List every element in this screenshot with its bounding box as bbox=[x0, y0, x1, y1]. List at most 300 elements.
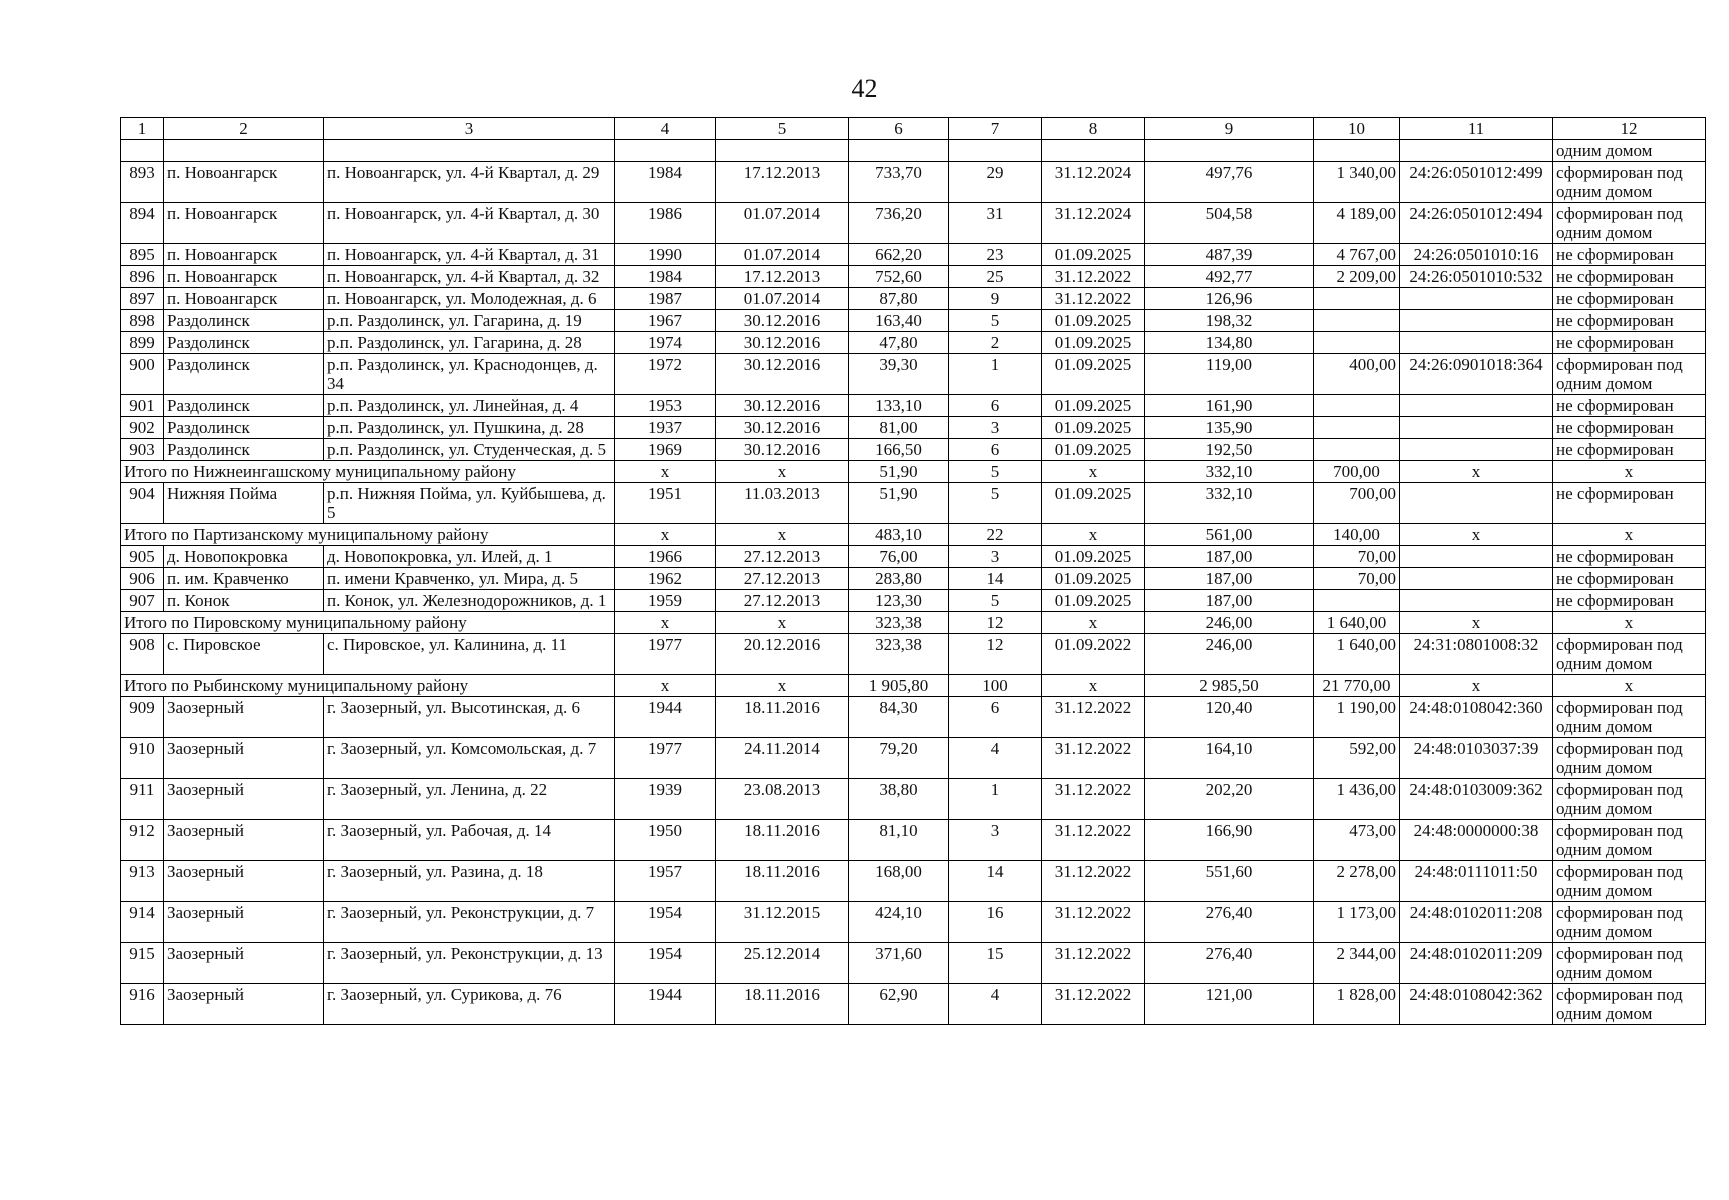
table-cell: 902 bbox=[121, 417, 164, 439]
table-row bbox=[121, 266, 1706, 288]
table-cell: р.п. Раздолинск, ул. Гагарина, д. 28 bbox=[324, 332, 615, 354]
table-cell bbox=[1314, 332, 1400, 354]
table-row bbox=[121, 568, 1706, 590]
header-cell: 1 bbox=[121, 118, 164, 140]
table-cell: д. Новопокровка bbox=[164, 546, 324, 568]
table-cell: 161,90 bbox=[1145, 395, 1314, 417]
table-cell: 01.09.2025 bbox=[1042, 332, 1145, 354]
table-cell: р.п. Раздолинск, ул. Линейная, д. 4 bbox=[324, 395, 615, 417]
table-cell: 752,60 bbox=[849, 266, 949, 288]
subtotal-cell: 1 640,00 bbox=[1314, 612, 1400, 634]
table-cell: 904 bbox=[121, 483, 164, 524]
table-cell: 01.09.2025 bbox=[1042, 590, 1145, 612]
table-cell: 87,80 bbox=[849, 288, 949, 310]
table-cell: 1953 bbox=[615, 395, 716, 417]
table-cell: 29 bbox=[949, 162, 1042, 203]
subtotal-cell: x bbox=[1400, 524, 1553, 546]
table-cell: 1944 bbox=[615, 984, 716, 1025]
table-cell bbox=[1400, 439, 1553, 461]
table-cell: 2 344,00 bbox=[1314, 943, 1400, 984]
table-cell: 70,00 bbox=[1314, 568, 1400, 590]
header-row bbox=[121, 118, 1706, 140]
table-cell: 01.09.2025 bbox=[1042, 310, 1145, 332]
subtotal-row bbox=[121, 524, 1706, 546]
table-cell: 1986 bbox=[615, 203, 716, 244]
table-cell: 910 bbox=[121, 738, 164, 779]
table-cell: 123,30 bbox=[849, 590, 949, 612]
table-cell: 736,20 bbox=[849, 203, 949, 244]
table-cell: 187,00 bbox=[1145, 546, 1314, 568]
table-cell: п. Новоангарск, ул. 4-й Квартал, д. 32 bbox=[324, 266, 615, 288]
table-cell: 894 bbox=[121, 203, 164, 244]
table-cell: 424,10 bbox=[849, 902, 949, 943]
table-cell: 276,40 bbox=[1145, 943, 1314, 984]
table-cell: 30.12.2016 bbox=[716, 395, 849, 417]
table-cell: Раздолинск bbox=[164, 310, 324, 332]
table-cell: 1954 bbox=[615, 902, 716, 943]
table-cell: 18.11.2016 bbox=[716, 861, 849, 902]
subtotal-cell: x bbox=[1553, 461, 1706, 483]
table-cell: 5 bbox=[949, 483, 1042, 524]
subtotal-cell: 332,10 bbox=[1145, 461, 1314, 483]
table-cell: 1990 bbox=[615, 244, 716, 266]
table-cell: 6 bbox=[949, 697, 1042, 738]
table-cell: п. Новоангарск, ул. 4-й Квартал, д. 31 bbox=[324, 244, 615, 266]
table-cell: Заозерный bbox=[164, 697, 324, 738]
table-cell: 283,80 bbox=[849, 568, 949, 590]
table-cell bbox=[1400, 395, 1553, 417]
table-row bbox=[121, 902, 1706, 943]
table-cell: п. им. Кравченко bbox=[164, 568, 324, 590]
table-cell: 27.12.2013 bbox=[716, 568, 849, 590]
table-cell bbox=[1400, 590, 1553, 612]
table-cell: г. Заозерный, ул. Комсомольская, д. 7 bbox=[324, 738, 615, 779]
table-cell: 31.12.2022 bbox=[1042, 984, 1145, 1025]
table-cell: 1 640,00 bbox=[1314, 634, 1400, 675]
table-cell bbox=[1400, 546, 1553, 568]
table-cell: 01.07.2014 bbox=[716, 244, 849, 266]
subtotal-cell: x bbox=[716, 524, 849, 546]
table-cell: 24:48:0102011:208 bbox=[1400, 902, 1553, 943]
header-cell: 10 bbox=[1314, 118, 1400, 140]
table-cell: 1939 bbox=[615, 779, 716, 820]
subtotal-label: Итого по Партизанскому муниципальному району bbox=[121, 524, 615, 546]
table-cell: Раздолинск bbox=[164, 439, 324, 461]
table-cell bbox=[1314, 310, 1400, 332]
table-cell: 1 bbox=[949, 779, 1042, 820]
table-cell: 903 bbox=[121, 439, 164, 461]
table-cell: не сформирован bbox=[1553, 568, 1706, 590]
table-cell: 01.09.2025 bbox=[1042, 546, 1145, 568]
table-cell: 01.09.2025 bbox=[1042, 483, 1145, 524]
table-cell: 01.07.2014 bbox=[716, 203, 849, 244]
subtotal-cell: x bbox=[615, 461, 716, 483]
table-cell: 1 436,00 bbox=[1314, 779, 1400, 820]
table-cell: 135,90 bbox=[1145, 417, 1314, 439]
table-cell: 487,39 bbox=[1145, 244, 1314, 266]
table-cell: 662,20 bbox=[849, 244, 949, 266]
table-cell: сформирован под одним домом bbox=[1553, 943, 1706, 984]
table-cell: 31 bbox=[949, 203, 1042, 244]
table-cell: п. Конок bbox=[164, 590, 324, 612]
subtotal-cell: x bbox=[1042, 461, 1145, 483]
table-cell: 01.09.2025 bbox=[1042, 568, 1145, 590]
table-cell: 166,90 bbox=[1145, 820, 1314, 861]
subtotal-cell: 22 bbox=[949, 524, 1042, 546]
subtotal-cell: x bbox=[1400, 612, 1553, 634]
table-cell: 30.12.2016 bbox=[716, 310, 849, 332]
table-row bbox=[121, 395, 1706, 417]
table-cell: 4 767,00 bbox=[1314, 244, 1400, 266]
table-cell: сформирован под одним домом bbox=[1553, 779, 1706, 820]
table-cell: Заозерный bbox=[164, 861, 324, 902]
table-row bbox=[121, 203, 1706, 244]
table-cell: сформирован под одним домом bbox=[1553, 634, 1706, 675]
table-cell: сформирован под одним домом bbox=[1553, 697, 1706, 738]
subtotal-cell: x bbox=[615, 675, 716, 697]
table-cell: 15 bbox=[949, 943, 1042, 984]
table-cell bbox=[1400, 288, 1553, 310]
subtotal-label: Итого по Пировскому муниципальному району bbox=[121, 612, 615, 634]
table-cell: 31.12.2022 bbox=[1042, 779, 1145, 820]
table-cell: 551,60 bbox=[1145, 861, 1314, 902]
table-cell: п. имени Кравченко, ул. Мира, д. 5 bbox=[324, 568, 615, 590]
table-row bbox=[121, 483, 1706, 524]
table-cell: 31.12.2022 bbox=[1042, 943, 1145, 984]
table-cell: 163,40 bbox=[849, 310, 949, 332]
subtotal-cell: x bbox=[1042, 675, 1145, 697]
table-cell: 01.09.2022 bbox=[1042, 634, 1145, 675]
subtotal-cell: x bbox=[716, 461, 849, 483]
table-cell: 912 bbox=[121, 820, 164, 861]
table-row bbox=[121, 332, 1706, 354]
table-cell: 120,40 bbox=[1145, 697, 1314, 738]
subtotal-cell: 700,00 bbox=[1314, 461, 1400, 483]
table-cell: 4 bbox=[949, 984, 1042, 1025]
table-cell: не сформирован bbox=[1553, 417, 1706, 439]
subtotal-row bbox=[121, 675, 1706, 697]
table-cell: 905 bbox=[121, 546, 164, 568]
table-cell: 1987 bbox=[615, 288, 716, 310]
subtotal-cell: 2 985,50 bbox=[1145, 675, 1314, 697]
table-cell: 79,20 bbox=[849, 738, 949, 779]
table-cell: п. Конок, ул. Железнодорожников, д. 1 bbox=[324, 590, 615, 612]
table-cell: 1951 bbox=[615, 483, 716, 524]
table-row bbox=[121, 943, 1706, 984]
table-cell: 18.11.2016 bbox=[716, 984, 849, 1025]
table-cell: 30.12.2016 bbox=[716, 354, 849, 395]
table-cell: 700,00 bbox=[1314, 483, 1400, 524]
table-cell: 23.08.2013 bbox=[716, 779, 849, 820]
table-cell: 914 bbox=[121, 902, 164, 943]
table-cell: сформирован под одним домом bbox=[1553, 861, 1706, 902]
table-cell: 2 209,00 bbox=[1314, 266, 1400, 288]
table-cell: 24:48:0103009:362 bbox=[1400, 779, 1553, 820]
table-cell: г. Заозерный, ул. Разина, д. 18 bbox=[324, 861, 615, 902]
table-cell: Раздолинск bbox=[164, 395, 324, 417]
table-cell: 3 bbox=[949, 546, 1042, 568]
table-cell: 24:48:0103037:39 bbox=[1400, 738, 1553, 779]
table-cell: Раздолинск bbox=[164, 417, 324, 439]
header-cell: 3 bbox=[324, 118, 615, 140]
table-cell: 898 bbox=[121, 310, 164, 332]
header-cell: 11 bbox=[1400, 118, 1553, 140]
table-cell: 913 bbox=[121, 861, 164, 902]
table-cell: 1969 bbox=[615, 439, 716, 461]
table-cell: сформирован под одним домом bbox=[1553, 354, 1706, 395]
table-cell: 915 bbox=[121, 943, 164, 984]
table-cell: 900 bbox=[121, 354, 164, 395]
table-cell bbox=[121, 140, 164, 162]
table-cell: 16 bbox=[949, 902, 1042, 943]
table-cell: 1966 bbox=[615, 546, 716, 568]
table-cell: 01.09.2025 bbox=[1042, 244, 1145, 266]
table-cell: 5 bbox=[949, 590, 1042, 612]
table-cell: 895 bbox=[121, 244, 164, 266]
subtotal-cell: 561,00 bbox=[1145, 524, 1314, 546]
table-cell: 30.12.2016 bbox=[716, 332, 849, 354]
table-cell: п. Новоангарск, ул. 4-й Квартал, д. 30 bbox=[324, 203, 615, 244]
table-cell: 119,00 bbox=[1145, 354, 1314, 395]
table-row bbox=[121, 634, 1706, 675]
table-cell: 24:48:0102011:209 bbox=[1400, 943, 1553, 984]
header-cell: 4 bbox=[615, 118, 716, 140]
table-cell: 893 bbox=[121, 162, 164, 203]
table-cell: 1950 bbox=[615, 820, 716, 861]
subtotal-cell: x bbox=[1553, 675, 1706, 697]
table-cell: сформирован под одним домом bbox=[1553, 984, 1706, 1025]
table-cell: п. Новоангарск, ул. 4-й Квартал, д. 29 bbox=[324, 162, 615, 203]
table-cell: 24:26:0501012:499 bbox=[1400, 162, 1553, 203]
table-cell bbox=[615, 140, 716, 162]
table-cell: 18.11.2016 bbox=[716, 820, 849, 861]
table-cell: 24:26:0901018:364 bbox=[1400, 354, 1553, 395]
table-row bbox=[121, 697, 1706, 738]
table-cell: 911 bbox=[121, 779, 164, 820]
subtotal-label: Итого по Нижнеингашскому муниципальному району bbox=[121, 461, 615, 483]
table-cell bbox=[1400, 417, 1553, 439]
table-row bbox=[121, 820, 1706, 861]
table-cell: 24:48:0108042:360 bbox=[1400, 697, 1553, 738]
header-cell: 12 bbox=[1553, 118, 1706, 140]
table-cell: п. Новоангарск bbox=[164, 288, 324, 310]
subtotal-cell: 323,38 bbox=[849, 612, 949, 634]
table-cell: 6 bbox=[949, 439, 1042, 461]
table-cell: 908 bbox=[121, 634, 164, 675]
subtotal-cell: x bbox=[1042, 612, 1145, 634]
table-row bbox=[121, 779, 1706, 820]
subtotal-label: Итого по Рыбинскому муниципальному району bbox=[121, 675, 615, 697]
table-cell: 5 bbox=[949, 310, 1042, 332]
table-cell: 24.11.2014 bbox=[716, 738, 849, 779]
table-cell: сформирован под одним домом bbox=[1553, 162, 1706, 203]
table-cell: 24:48:0111011:50 bbox=[1400, 861, 1553, 902]
table-cell: 6 bbox=[949, 395, 1042, 417]
table-cell: 1972 bbox=[615, 354, 716, 395]
table-cell bbox=[1042, 140, 1145, 162]
table-cell: 1 828,00 bbox=[1314, 984, 1400, 1025]
table-cell: одним домом bbox=[1553, 140, 1706, 162]
table-cell: 25.12.2014 bbox=[716, 943, 849, 984]
subtotal-cell: x bbox=[1400, 461, 1553, 483]
table-cell: 76,00 bbox=[849, 546, 949, 568]
subtotal-cell: 246,00 bbox=[1145, 612, 1314, 634]
table-cell: 14 bbox=[949, 861, 1042, 902]
table-cell: 4 bbox=[949, 738, 1042, 779]
table-cell bbox=[1400, 483, 1553, 524]
table-cell: г. Заозерный, ул. Сурикова, д. 76 bbox=[324, 984, 615, 1025]
table-cell: 1957 bbox=[615, 861, 716, 902]
table-cell: 497,76 bbox=[1145, 162, 1314, 203]
subtotal-cell: 100 bbox=[949, 675, 1042, 697]
table-cell: сформирован под одним домом bbox=[1553, 738, 1706, 779]
table-row bbox=[121, 162, 1706, 203]
table-cell: Заозерный bbox=[164, 779, 324, 820]
table-cell: 134,80 bbox=[1145, 332, 1314, 354]
table-cell: 31.12.2022 bbox=[1042, 820, 1145, 861]
table-cell: 906 bbox=[121, 568, 164, 590]
table-cell: 1984 bbox=[615, 162, 716, 203]
subtotal-cell: x bbox=[1553, 524, 1706, 546]
table-cell: 168,00 bbox=[849, 861, 949, 902]
table-row bbox=[121, 288, 1706, 310]
table-cell bbox=[849, 140, 949, 162]
table-row bbox=[121, 984, 1706, 1025]
table-cell: не сформирован bbox=[1553, 395, 1706, 417]
table-cell: г. Заозерный, ул. Реконструкции, д. 7 bbox=[324, 902, 615, 943]
table-cell: 01.09.2025 bbox=[1042, 417, 1145, 439]
table-cell bbox=[1400, 568, 1553, 590]
table-cell: Заозерный bbox=[164, 984, 324, 1025]
table-cell: 592,00 bbox=[1314, 738, 1400, 779]
table-cell: 371,60 bbox=[849, 943, 949, 984]
table-cell: 1967 bbox=[615, 310, 716, 332]
table-cell: 31.12.2015 bbox=[716, 902, 849, 943]
table-cell bbox=[1314, 140, 1400, 162]
table-cell: 1984 bbox=[615, 266, 716, 288]
table-cell: 30.12.2016 bbox=[716, 417, 849, 439]
table-cell: не сформирован bbox=[1553, 590, 1706, 612]
table-cell: Раздолинск bbox=[164, 332, 324, 354]
table-cell: 1 bbox=[949, 354, 1042, 395]
table-cell: 31.12.2024 bbox=[1042, 162, 1145, 203]
table-cell: 896 bbox=[121, 266, 164, 288]
table-cell: 25 bbox=[949, 266, 1042, 288]
table-cell: 4 189,00 bbox=[1314, 203, 1400, 244]
table-cell: 24:26:0501010:532 bbox=[1400, 266, 1553, 288]
table-cell: 1 340,00 bbox=[1314, 162, 1400, 203]
table-cell: 323,38 bbox=[849, 634, 949, 675]
table-cell: 187,00 bbox=[1145, 590, 1314, 612]
table-cell: 733,70 bbox=[849, 162, 949, 203]
table-cell: 907 bbox=[121, 590, 164, 612]
subtotal-cell: x bbox=[615, 524, 716, 546]
table-cell: 909 bbox=[121, 697, 164, 738]
table-cell bbox=[324, 140, 615, 162]
table-cell: 01.09.2025 bbox=[1042, 439, 1145, 461]
table-cell: не сформирован bbox=[1553, 332, 1706, 354]
table-cell: 31.12.2022 bbox=[1042, 902, 1145, 943]
housing-table bbox=[120, 117, 1706, 1025]
table-cell: не сформирован bbox=[1553, 483, 1706, 524]
table-cell: п. Новоангарск, ул. Молодежная, д. 6 bbox=[324, 288, 615, 310]
table-cell: с. Пировское bbox=[164, 634, 324, 675]
table-cell: 81,00 bbox=[849, 417, 949, 439]
table-row bbox=[121, 310, 1706, 332]
table-cell: 24:26:0501010:16 bbox=[1400, 244, 1553, 266]
table-row bbox=[121, 546, 1706, 568]
table-cell: 3 bbox=[949, 820, 1042, 861]
table-cell: 38,80 bbox=[849, 779, 949, 820]
table-row bbox=[121, 861, 1706, 902]
table-cell: 133,10 bbox=[849, 395, 949, 417]
table-cell: сформирован под одним домом bbox=[1553, 820, 1706, 861]
table-cell: не сформирован bbox=[1553, 310, 1706, 332]
table-cell: 39,30 bbox=[849, 354, 949, 395]
table-cell: 23 bbox=[949, 244, 1042, 266]
table-cell: 473,00 bbox=[1314, 820, 1400, 861]
subtotal-cell: x bbox=[1400, 675, 1553, 697]
table-cell: 1959 bbox=[615, 590, 716, 612]
table-cell: д. Новопокровка, ул. Илей, д. 1 bbox=[324, 546, 615, 568]
table-cell: 164,10 bbox=[1145, 738, 1314, 779]
table-cell bbox=[1400, 332, 1553, 354]
table-cell: 2 278,00 bbox=[1314, 861, 1400, 902]
table-cell: 492,77 bbox=[1145, 266, 1314, 288]
table-cell: 1944 bbox=[615, 697, 716, 738]
table-cell: 192,50 bbox=[1145, 439, 1314, 461]
table-cell: р.п. Раздолинск, ул. Краснодонцев, д. 34 bbox=[324, 354, 615, 395]
table-cell: 51,90 bbox=[849, 483, 949, 524]
subtotal-cell: x bbox=[1042, 524, 1145, 546]
table-cell: 901 bbox=[121, 395, 164, 417]
table-row bbox=[121, 244, 1706, 266]
table-cell: 24:31:0801008:32 bbox=[1400, 634, 1553, 675]
header-cell: 2 bbox=[164, 118, 324, 140]
header-cell: 6 bbox=[849, 118, 949, 140]
subtotal-row bbox=[121, 612, 1706, 634]
table-cell: не сформирован bbox=[1553, 439, 1706, 461]
table-cell: 3 bbox=[949, 417, 1042, 439]
table-cell: 916 bbox=[121, 984, 164, 1025]
table-cell: 202,20 bbox=[1145, 779, 1314, 820]
header-cell: 5 bbox=[716, 118, 849, 140]
table-cell: р.п. Раздолинск, ул. Гагарина, д. 19 bbox=[324, 310, 615, 332]
table-cell bbox=[1314, 590, 1400, 612]
table-cell: 12 bbox=[949, 634, 1042, 675]
table-row bbox=[121, 439, 1706, 461]
subtotal-cell: x bbox=[1553, 612, 1706, 634]
table-cell: 27.12.2013 bbox=[716, 590, 849, 612]
table-cell: 1954 bbox=[615, 943, 716, 984]
table-cell: 31.12.2022 bbox=[1042, 861, 1145, 902]
table-cell: 31.12.2022 bbox=[1042, 738, 1145, 779]
subtotal-row bbox=[121, 461, 1706, 483]
table-cell: 1962 bbox=[615, 568, 716, 590]
subtotal-cell: 51,90 bbox=[849, 461, 949, 483]
table-row bbox=[121, 590, 1706, 612]
table-cell: 332,10 bbox=[1145, 483, 1314, 524]
table-cell: 24:48:0000000:38 bbox=[1400, 820, 1553, 861]
table-cell: Заозерный bbox=[164, 943, 324, 984]
table-cell: 246,00 bbox=[1145, 634, 1314, 675]
table-cell: 1974 bbox=[615, 332, 716, 354]
table-cell bbox=[1145, 140, 1314, 162]
table-cell: не сформирован bbox=[1553, 288, 1706, 310]
table-cell: Нижняя Пойма bbox=[164, 483, 324, 524]
table-cell bbox=[1314, 417, 1400, 439]
table-cell: не сформирован bbox=[1553, 546, 1706, 568]
